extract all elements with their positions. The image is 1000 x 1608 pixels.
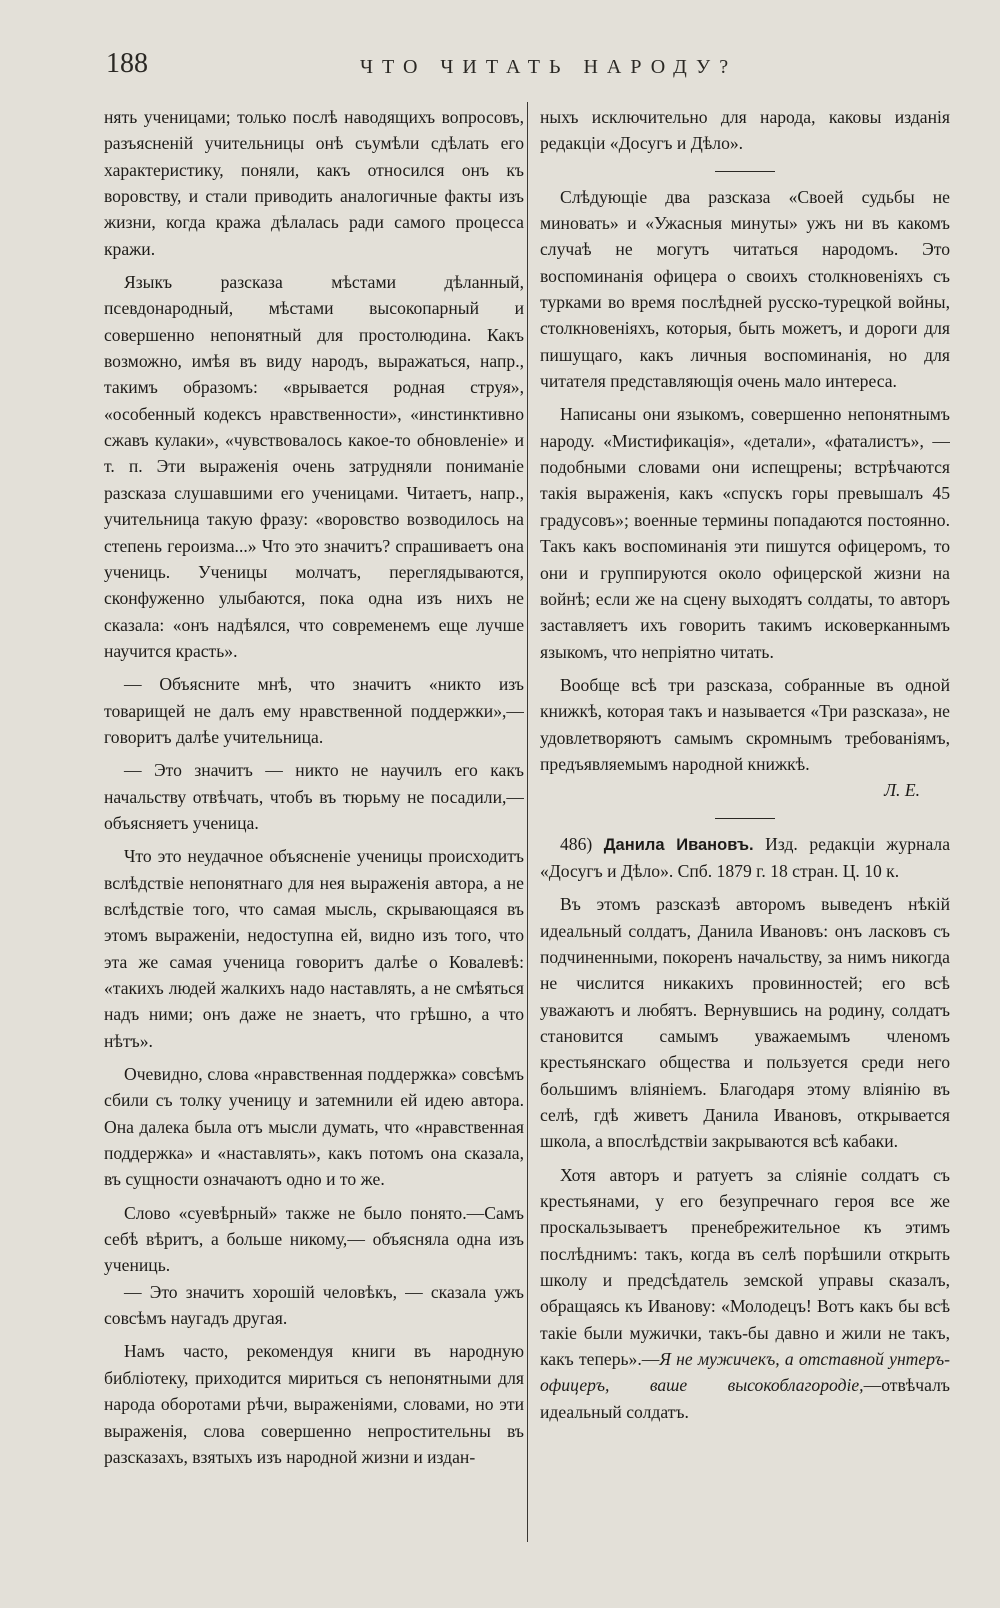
entry-number: 486)	[560, 833, 593, 854]
right-column	[540, 104, 950, 1568]
paragraph: Очевидно, слова «нравственная поддержка» совсѣмъ сбили съ толку ученицу и затемнили ей идею автора. Она далека была отъ мысли думать, что «нравственная поддержка» и «наставлять», какъ потомъ она сказала, въ сущности означаютъ одно и то же.	[104, 1064, 524, 1190]
paragraph: Намъ часто, рекомендуя книги въ народную библіотеку, приходится мириться съ непонятными для народа оборотами рѣчи, выраженіями, словами, но эти выраженія, слова совершенно непростительны въ разсказахъ, взятыхъ изъ народной жизни и издан-	[104, 1341, 524, 1467]
paragraph: Написаны они языкомъ, совершенно непонятнымъ народу. «Мистификація», «детали», «фаталистъ», — подобными словами они испещрены; встрѣчаются такія выраженія, какъ «спускъ горы превышалъ 45 градусовъ»; военные термины попадаются постоянно. Такъ какъ воспоминанія эти пишутся офицеромъ, то они и группируются около офицерской жизни на войнѣ; если же на сцену выходятъ солдаты, то авторъ заставляетъ ихъ говорить такимъ исковерканнымъ языкомъ, что непріятно читать.	[540, 404, 950, 662]
paragraph: ныхъ исключительно для народа, каковы изданія редакціи «Досугъ и Дѣло».	[540, 107, 950, 154]
paragraph: — Объясните мнѣ, что значитъ «никто изъ товарищей не далъ ему нравственной поддержки»,—говоритъ далѣе учительница.	[104, 674, 524, 747]
column-divider	[527, 102, 528, 1542]
paragraph: — Это значитъ хорошій человѣкъ, — сказала ужъ совсѣмъ наугадъ другая.	[104, 1281, 524, 1329]
section-rule	[715, 818, 775, 819]
italic-quote: Я не мужичекъ, а отставной унтеръ-офицеръ, ваше высокоблагородіе,	[540, 1349, 950, 1396]
page-header	[0, 44, 1000, 84]
paragraph: нять ученицами; только послѣ наводящихъ вопросовъ, разъясненій учительницы онѣ съумѣли сдѣлать его характеристику, поняли, какъ относился онъ къ воровству, и стали приводить аналогичные факты изъ жизни, когда кража дѣлалась ради самого процесса кражи.	[104, 107, 524, 259]
paragraph: Вообще всѣ три разсказа, собранные въ одной книжкѣ, которая такъ и называется «Три разсказа», не удовлетворяютъ самымъ скромнымъ требованіямъ, предъявляемымъ народной книжкѣ.	[540, 674, 950, 774]
paragraph-text: —отвѣчалъ идеальный солдатъ.	[540, 1375, 950, 1422]
paragraph: Слово «суевѣрный» также не было понято.—Самъ себѣ вѣритъ, а больше никому,— объясняла одна изъ учениць.	[104, 1202, 524, 1276]
section-rule	[715, 171, 775, 172]
paragraph: Языкъ разсказа мѣстами дѣланный, псевдонародный, мѣстами высокопарный и совершенно непонятный для простолюдина. Какъ возможно, имѣя въ виду народъ, выражаться, напр., такимъ образомъ: «врывается родная струя», «особенный кодексъ нравственности», «инстинктивно сжавъ кулаки», «чувствовалось какое-то обновленіе» и т. п. Эти выраженія очень затрудняли пониманіе разсказа слушавшими его ученицами. Читаетъ, напр., учительница такую фразу: «воровство возводилось на степень героизма...» Что это значитъ? спрашиваетъ она учениць. Ученицы молчатъ, переглядываются, сконфуженно улыбаются, пока одна изъ нихъ не сказала: «онъ надѣялся, что современемъ еще лучше научится красть».	[104, 272, 524, 661]
entry-title: Данила Ивановъ.	[603, 835, 754, 854]
page-number: 188	[106, 48, 148, 79]
left-column	[104, 104, 524, 1568]
paragraph-text: Хотя авторъ и ратуетъ за сліяніе солдатъ съ крестьянами, у его безупречнаго героя все же проскальзываетъ пренебрежительное къ этимъ послѣднимъ: такъ, когда въ селѣ порѣшили открыть школу и предсѣдатель земской управы сказалъ, обращаясь къ Иванову: «Молодецъ! Вотъ какъ бы всѣ такіе были мужички, такъ-бы давно и жили не такъ, какъ теперь».—	[540, 1164, 950, 1370]
paragraph: — Это значитъ — никто не научилъ его какъ начальству отвѣчать, чтобъ въ тюрьму не посадили,—объясняетъ ученица.	[104, 760, 524, 833]
paragraph: Въ этомъ разсказѣ авторомъ выведенъ нѣкій идеальный солдатъ, Данила Ивановъ: онъ ласковъ съ подчиненными, покоренъ начальству, за нимъ никогда не числится никакихъ провинностей; его всѣ уважаютъ и любятъ. Вернувшись на родину, солдатъ становится самымъ уважаемымъ членомъ крестьянскаго общества и пользуется среди него большимъ вліяніемъ. Благодаря этому вліянію въ селѣ, гдѣ живетъ Данила Ивановъ, открывается школа, а впослѣдствіи закрываются всѣ кабаки.	[540, 894, 950, 1152]
paragraph	[540, 1162, 950, 1425]
paragraph: Слѣдующіе два разсказа «Своей судьбы не миновать» и «Ужасныя минуты» ужъ ни въ какомъ случаѣ не могутъ читаться народомъ. Это воспоминанія офицера о своихъ столкновеніяхъ съ турками во время послѣдней русско-турецкой войны, столкновеніяхъ, которыя, быть можетъ, и дороги для пишущаго, какъ личныя воспоминанія, но для читателя представляющія очень мало интереса.	[540, 186, 950, 392]
paragraph: Что это неудачное объясненіе ученицы происходитъ вслѣдствіе непонятнаго для нея выраженія автора, а не вслѣдствіе того, что самая мысль, скрывающаяся въ этомъ выраженіи, недоступна ей, видно изъ того, что эта же самая ученица говоритъ далѣе о Ковалевѣ: «такихъ людей жалкихъ надо наставлять, а не смѣяться надъ ними; онъ даже не знаетъ, что грѣшно, а что нѣтъ».	[104, 846, 524, 1051]
bibliographic-entry	[540, 831, 950, 885]
entry-details: Изд. редакціи журнала «Досугъ и Дѣло». Спб. 1879 г. 18 стран. Ц. 10 к.	[540, 833, 950, 881]
author-signature: Л. Е.	[884, 780, 920, 801]
running-title: ЧТО ЧИТАТЬ НАРОДУ?	[360, 56, 738, 78]
